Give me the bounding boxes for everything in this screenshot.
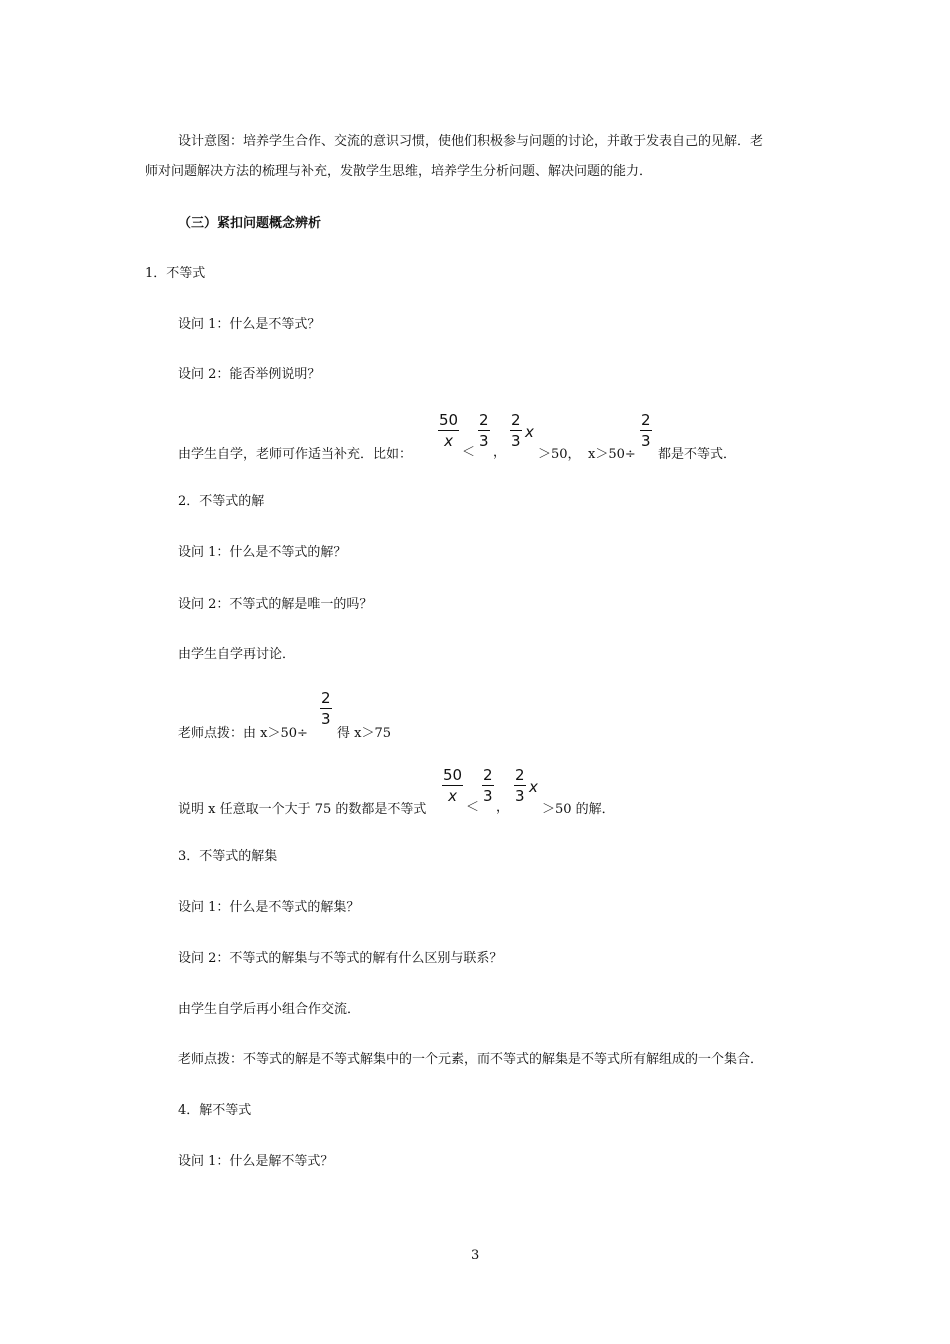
s2-hint-tail: 得 x＞75: [337, 726, 392, 741]
denominator: x: [444, 432, 453, 450]
s3-question-1: 设问 1：什么是不等式的解集？: [178, 900, 360, 915]
numerator: 2: [511, 411, 521, 429]
s3-title: 3．不等式的解集: [178, 849, 278, 864]
denominator: 3: [511, 432, 521, 450]
s4-question-1: 设问 1：什么是解不等式？: [178, 1154, 334, 1169]
x-gt-50-div: x＞50÷: [588, 447, 636, 462]
numerator: 50: [439, 411, 459, 429]
variable-x: x: [525, 423, 534, 441]
fraction-50-over-x: [438, 413, 459, 449]
numerator: 2: [641, 411, 651, 429]
s2-hint-lead: 老师点拨：由 x＞50÷: [178, 726, 308, 741]
s4-title: 4．解不等式: [178, 1103, 252, 1118]
numerator: 2: [483, 766, 493, 784]
s2-discuss: 由学生自学再讨论．: [178, 647, 296, 662]
fraction-2-over-3: [510, 413, 522, 449]
fraction-2-over-3: [478, 413, 490, 449]
numerator: 2: [515, 766, 525, 784]
s1-example-tail: 都是不等式．: [658, 447, 737, 462]
s1-title: 1．不等式: [145, 266, 206, 281]
fraction-2-over-3: [320, 691, 332, 727]
fraction-2-over-3: [482, 768, 494, 804]
intro-line-1: 设计意图：培养学生合作、交流的意识习惯，使他们积极参与问题的讨论，并敢于发表自己的见解．老: [178, 134, 764, 149]
s1-example-lead: 由学生自学，老师可作适当补充．比如：: [178, 447, 413, 462]
s1-question-1: 设问 1：什么是不等式？: [178, 317, 321, 332]
denominator: 3: [321, 710, 331, 728]
page-number: 3: [471, 1248, 480, 1263]
denominator: 3: [483, 787, 493, 805]
fraction-2-over-3: [640, 413, 652, 449]
less-than-sign: ＜: [466, 800, 480, 815]
less-than-sign: ＜: [462, 445, 476, 460]
denominator: 3: [479, 432, 489, 450]
numerator: 2: [321, 689, 331, 707]
comma: ，: [496, 800, 510, 815]
numerator: 50: [443, 766, 463, 784]
comma: ，: [493, 445, 507, 460]
s2-title: 2．不等式的解: [178, 494, 265, 509]
numerator: 2: [479, 411, 489, 429]
s2-question-2: 设问 2：不等式的解是唯一的吗？: [178, 597, 373, 612]
s1-question-2: 设问 2：能否举例说明？: [178, 367, 321, 382]
s3-group: 由学生自学后再小组合作交流．: [178, 1002, 361, 1017]
fraction-50-over-x: [442, 768, 463, 804]
denominator: x: [448, 787, 457, 805]
denominator: 3: [641, 432, 651, 450]
section-heading: （三）紧扣问题概念辨析: [178, 216, 322, 231]
gt-50: ＞50，: [538, 447, 581, 462]
intro-line-2: 师对问题解决方法的梳理与补充，发散学生思维，培养学生分析问题、解决问题的能力．: [145, 164, 653, 179]
s2-question-1: 设问 1：什么是不等式的解？: [178, 545, 347, 560]
s3-hint: 老师点拨：不等式的解是不等式解集中的一个元素，而不等式的解集是不等式所有解组成的一个集合．: [178, 1052, 764, 1067]
denominator: 3: [515, 787, 525, 805]
s3-question-2: 设问 2：不等式的解集与不等式的解有什么区别与联系？: [178, 951, 503, 966]
variable-x: x: [529, 778, 538, 796]
s2-explain-lead: 说明 x 任意取一个大于 75 的数都是不等式: [178, 802, 427, 817]
fraction-2-over-3: [514, 768, 526, 804]
s2-explain-tail: ＞50 的解．: [542, 802, 615, 817]
